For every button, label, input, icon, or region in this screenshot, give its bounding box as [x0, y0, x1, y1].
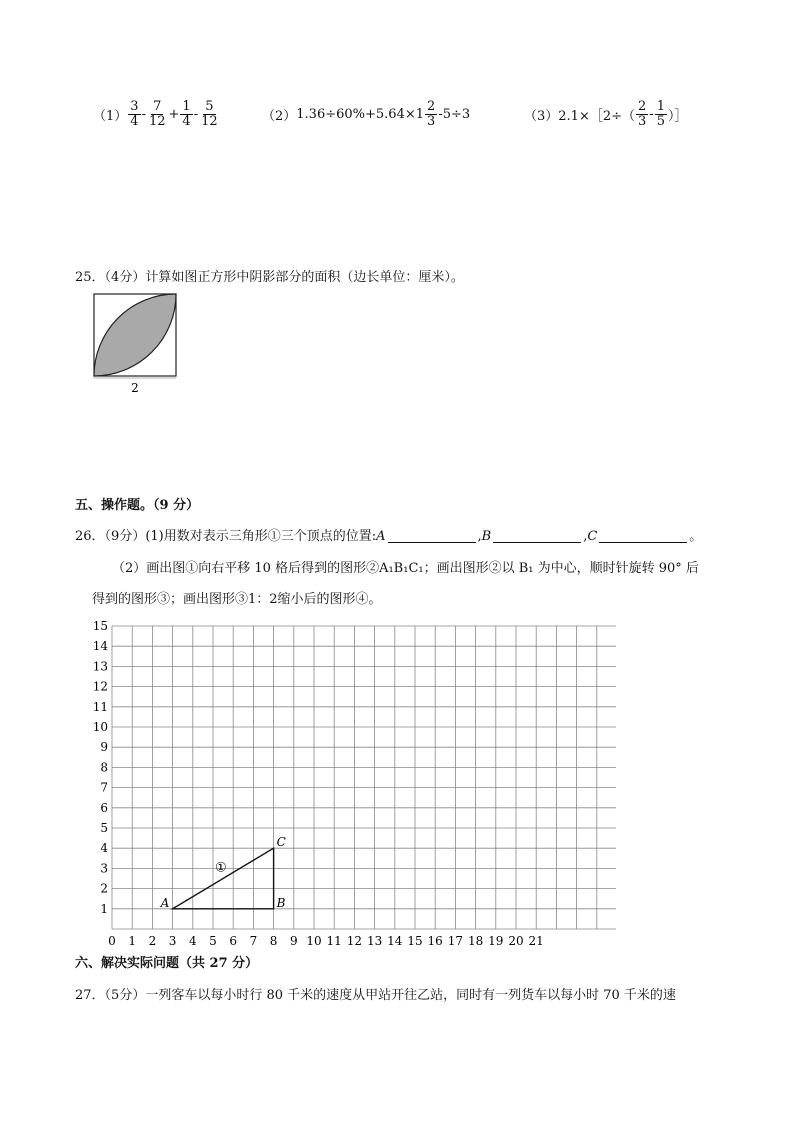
q25-question: 25．（4分）计算如图正方形中阴影部分的面积（边长单位：厘米）。	[75, 270, 464, 285]
x-tick-label: 18	[467, 934, 484, 948]
y-tick-label: 9	[100, 740, 108, 755]
q24-part2: （2） 1.36÷60%+5.64× 1 $\frac{2}{3}$ -5÷3	[262, 99, 471, 129]
fraction: $\frac{1}{5}$	[656, 99, 665, 129]
y-tick-label: 8	[100, 760, 108, 775]
x-tick-label: 4	[188, 934, 197, 948]
fraction: $\frac{5}{12}$	[201, 99, 218, 129]
y-tick-label: 12	[92, 679, 108, 694]
x-tick-label: 1	[128, 934, 137, 948]
q25-square-figure	[92, 292, 182, 398]
x-tick-label: 21	[528, 934, 544, 948]
q26-line3: 得到的图形③；画出图形③1：2缩小后的图形④。	[92, 592, 382, 607]
coordinate-grid	[86, 618, 616, 948]
x-tick-label: 2	[148, 934, 157, 948]
x-tick-label: 10	[306, 934, 322, 948]
x-tick-label: 6	[229, 934, 238, 948]
x-tick-label: 17	[447, 934, 464, 948]
q26-line1: 26．（9分）(1)用数对表示三角形①三个顶点的位置:A ,B ,C 。	[75, 529, 703, 544]
vertex-label-a: A	[160, 895, 170, 910]
q24-part3: （3） 2.1×［2÷（ $\frac{2}{3}$ - $\frac{1}{5}$ ）］	[524, 99, 688, 129]
y-tick-label: 13	[92, 659, 108, 674]
x-tick-label: 16	[427, 934, 443, 948]
x-tick-label: 20	[508, 934, 524, 948]
x-tick-label: 14	[387, 934, 403, 948]
y-tick-label: 2	[100, 881, 108, 896]
fraction: $\frac{3}{4}$	[130, 99, 139, 129]
q24-p1-label: （1）	[93, 108, 128, 124]
x-tick-label: 11	[326, 934, 342, 948]
x-tick-label: 12	[346, 934, 363, 948]
y-tick-label: 3	[100, 861, 108, 876]
mixed-number: 1 $\frac{2}{3}$	[415, 99, 436, 129]
x-tick-label: 19	[488, 934, 504, 948]
answer-blank-c[interactable]	[599, 530, 687, 543]
side-length-label: 2	[131, 381, 139, 395]
q24-part1: （1） $\frac{3}{4}$ - $\frac{7}{12}$ + $\frac{1}{4}$ - $\frac{5}{12}$	[93, 99, 218, 129]
x-tick-label: 0	[108, 934, 116, 948]
y-tick-label: 15	[92, 619, 108, 633]
vertex-label-b: B	[276, 895, 286, 910]
y-tick-label: 14	[92, 639, 108, 654]
answer-blank-a[interactable]	[388, 530, 476, 543]
section-title: 六、解决实际问题（共 27 分）	[75, 956, 259, 971]
y-tick-label: 7	[100, 780, 108, 795]
triangle-1	[173, 848, 274, 909]
x-tick-label: 3	[168, 934, 177, 948]
answer-blank-b[interactable]	[493, 530, 581, 543]
y-tick-label: 1	[100, 901, 108, 916]
x-tick-label: 13	[366, 934, 383, 948]
y-tick-label: 4	[100, 841, 108, 856]
x-tick-label: 9	[289, 934, 298, 948]
triangle-marker: ①	[215, 860, 227, 876]
y-tick-label: 10	[92, 720, 108, 734]
fraction: $\frac{7}{12}$	[148, 99, 166, 129]
q26-line2: （2）画出图①向右平移 10 格后得到的图形②A₁B₁C₁；画出图形②以 B₁ 为中心，顺时针旋转 90° 后	[112, 561, 699, 576]
x-tick-label: 5	[209, 934, 217, 948]
vertex-label-c: C	[276, 835, 286, 850]
y-tick-label: 6	[100, 800, 108, 815]
y-tick-label: 11	[92, 699, 108, 714]
fraction: $\frac{2}{3}$	[638, 99, 647, 129]
x-tick-label: 15	[407, 934, 423, 948]
q27-question: 27．（5分）一列客车以每小时行 80 千米的速度从甲站开往乙站，同时有一列货车以每小时 70 千米的速	[75, 988, 676, 1003]
x-tick-label: 8	[269, 934, 278, 948]
fraction: $\frac{1}{4}$	[182, 99, 191, 129]
x-tick-label: 7	[249, 934, 258, 948]
y-tick-label: 5	[100, 821, 108, 835]
section-title: 五、操作题。（9 分）	[75, 498, 200, 513]
